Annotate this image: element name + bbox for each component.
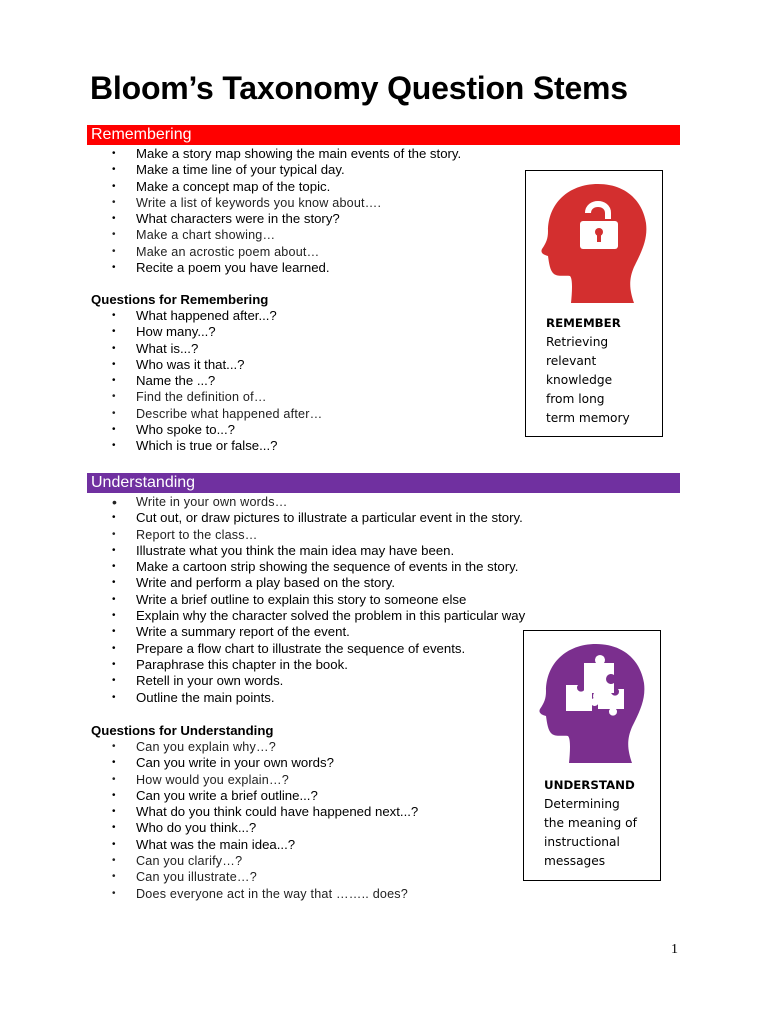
bullet-icon: • [112,871,116,883]
section-heading-remembering: Remembering [87,125,680,145]
bullet-icon: • [112,358,116,370]
list-item-text: What characters were in the story? [136,211,340,227]
understanding-activities-list [110,494,525,706]
bullet-icon: • [112,593,116,605]
list-item [110,886,418,902]
list-item-text: What do you think could have happened next...? [136,804,419,820]
list-item-text: Make a time line of your typical day. [136,162,345,178]
remember-card-line: from long [546,392,605,406]
list-item-text: What happened after...? [136,308,277,323]
list-item-text: Who was it that...? [136,356,245,372]
page-title: Bloom’s Taxonomy Question Stems [90,70,628,106]
bullet-icon: • [112,342,116,354]
understand-card-caption [544,776,637,871]
list-item-text: Write in your own words… [136,495,288,509]
bullet-icon: • [112,610,116,622]
understand-card-line: instructional [544,835,620,849]
list-item [110,755,418,771]
understand-card-line: messages [544,854,606,868]
list-item-text: Does everyone act in the way that …….. does? [136,886,409,901]
bullet-icon: • [112,512,116,524]
list-item-text: Retell in your own words. [136,673,284,689]
bullet-icon: • [112,245,116,257]
bullet-icon: • [112,391,116,403]
bullet-icon: • [112,148,116,159]
bullet-icon: • [112,675,116,687]
bullet-icon: • [112,838,116,850]
list-item-text: Make a story map showing the main events of the story. [136,146,462,161]
remember-card-line: relevant [546,354,597,368]
list-item-text: Who do you think...? [136,820,257,836]
list-item [110,438,322,454]
list-item [110,869,418,885]
list-item-text: What is...? [136,340,199,356]
list-item [110,527,525,543]
list-item-text: How would you explain…? [136,772,290,787]
list-item-text: Make an acrostic poem about… [136,244,320,259]
list-item [110,422,322,438]
list-item-text: Paraphrase this chapter in the book. [136,656,348,672]
bullet-icon: • [112,822,116,834]
remember-card-caption [546,314,630,428]
bullet-icon: • [112,440,116,452]
bullet-icon: • [112,561,116,573]
list-item-text: Write a summary report of the event. [136,624,350,640]
list-item-text: Write a list of keywords you know about…. [136,195,382,210]
bullet-icon: • [112,310,116,321]
remember-card-line: Retrieving [546,335,609,349]
list-item [110,341,322,357]
remembering-activities-list [110,146,461,276]
list-item [110,406,322,422]
bullet-icon: • [112,855,116,867]
list-item [110,373,322,389]
list-item [110,389,322,405]
list-item [110,820,418,836]
questions-heading-understanding: Questions for Understanding [91,723,274,738]
list-item [110,324,322,340]
list-item [110,244,461,260]
bullet-icon: • [112,773,116,785]
list-item-text: Who spoke to...? [136,422,235,438]
list-item [110,211,461,227]
bullet-icon: • [112,691,116,703]
list-item [110,624,525,640]
understand-card-line: Determining [544,797,620,811]
bullet-icon: • [112,375,116,387]
bullet-icon: • [112,213,116,225]
list-item [110,739,418,755]
list-item [110,494,525,510]
list-item-text: Which is true or false...? [136,438,278,454]
page-number: 1 [671,942,678,957]
list-item-text: What was the main idea...? [136,836,296,852]
list-item-text: Illustrate what you think the main idea may have been. [136,542,455,558]
list-item-text: Prepare a flow chart to illustrate the sequence of events. [136,640,466,656]
bullet-icon: • [112,424,116,436]
list-item-text: Recite a poem you have learned. [136,260,330,276]
lock-head-icon [538,179,650,309]
bullet-icon: • [112,229,116,241]
list-item-text: Can you explain why…? [136,740,277,754]
list-item [110,657,525,673]
list-item-text: Write and perform a play based on the story. [136,575,395,591]
bullet-icon: • [112,262,116,274]
list-item-text: Can you write in your own words? [136,755,334,771]
questions-heading-remembering: Questions for Remembering [91,292,269,307]
list-item [110,308,322,324]
list-item-text: Can you illustrate…? [136,870,257,885]
bullet-icon: • [112,757,116,769]
list-item [110,592,525,608]
understand-card [523,630,661,881]
list-item-text: Cut out, or draw pictures to illustrate a particular event in the story. [136,510,523,526]
list-item-text: Describe what happened after… [136,406,323,421]
list-item [110,673,525,689]
list-item-text: Write a brief outline to explain this story to someone else [136,591,467,607]
list-item [110,608,525,624]
list-item [110,227,461,243]
list-item [110,162,461,178]
list-item [110,510,525,526]
bullet-icon: • [112,528,116,540]
list-item-text: Make a chart showing… [136,228,276,243]
list-item [110,195,461,211]
bullet-icon: • [112,577,116,589]
remember-card-line: knowledge [546,373,613,387]
bullet-icon: • [112,658,116,670]
list-item [110,641,525,657]
list-item [110,260,461,276]
list-item-text: Can you write a brief outline...? [136,787,318,803]
list-item [110,559,525,575]
list-item [110,357,322,373]
remember-card [525,170,663,437]
list-item-text: Outline the main points. [136,689,275,705]
list-item [110,804,418,820]
bullet-icon: • [112,407,116,419]
bullet-icon: • [112,789,116,801]
section-heading-understanding: Understanding [87,473,680,493]
list-item [110,690,525,706]
list-item [110,146,461,162]
bullet-icon: • [112,741,116,752]
list-item-text: How many...? [136,324,216,340]
bullet-icon: • [112,806,116,818]
list-item [110,837,418,853]
bullet-icon: • [112,326,116,338]
puzzle-head-icon [536,639,648,769]
bullet-icon: • [112,626,116,638]
remembering-questions-list [110,308,322,455]
list-item-text: Make a concept map of the topic. [136,178,331,194]
understanding-questions-list [110,739,418,902]
list-item-text: Name the ...? [136,373,216,389]
understand-card-line: the meaning of [544,816,637,830]
bullet-icon: • [112,642,116,654]
list-item-text: Can you clarify…? [136,854,243,869]
list-item [110,543,525,559]
bullet-icon: • [112,887,116,899]
list-item [110,853,418,869]
bullet-icon: • [112,544,116,556]
list-item-text: Report to the class… [136,527,258,542]
bullet-icon: • [112,494,118,510]
list-item [110,788,418,804]
list-item-text: Explain why the character solved the problem in this particular way [136,608,526,624]
remember-card-title: REMEMBER [546,316,621,330]
remember-card-line: term memory [546,411,630,425]
understand-card-title: UNDERSTAND [544,778,635,792]
bullet-icon: • [112,180,116,192]
bullet-icon: • [112,164,116,176]
list-item [110,575,525,591]
list-item-text: Make a cartoon strip showing the sequence of events in the story. [136,559,519,575]
list-item [110,179,461,195]
bullet-icon: • [112,196,116,208]
list-item [110,772,418,788]
list-item-text: Find the definition of… [136,390,267,405]
